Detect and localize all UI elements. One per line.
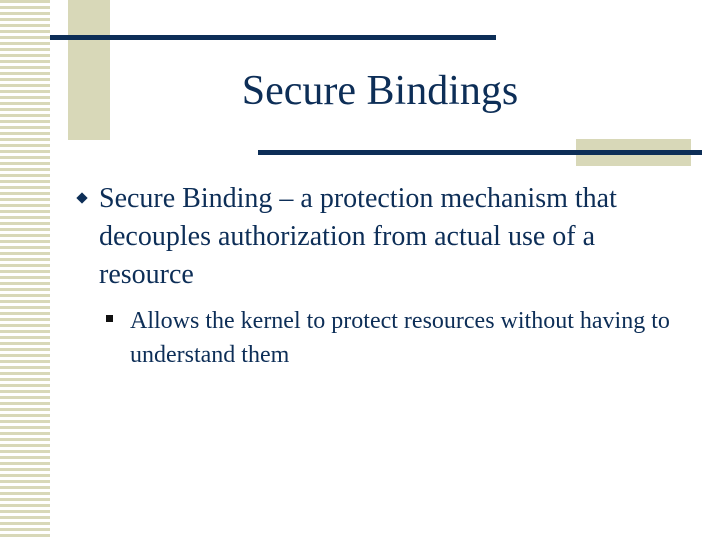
top-accent-block: [68, 0, 110, 140]
title-rule-top: [50, 35, 496, 40]
sub-bullet-text: Allows the kernel to protect resources without having to understand them: [130, 308, 670, 368]
diamond-bullet-icon: [76, 192, 87, 203]
slide-title: Secure Bindings: [241, 68, 519, 114]
sub-bullet-item: [106, 304, 686, 372]
left-stripe-decoration: [0, 0, 50, 540]
square-bullet-icon: [106, 315, 113, 322]
bullet-text: Secure Binding – a protection mechanism that decouples authorization from actual use of a resource: [99, 183, 617, 290]
title-rule-bottom: [258, 150, 702, 155]
bullet-item: [78, 180, 698, 294]
